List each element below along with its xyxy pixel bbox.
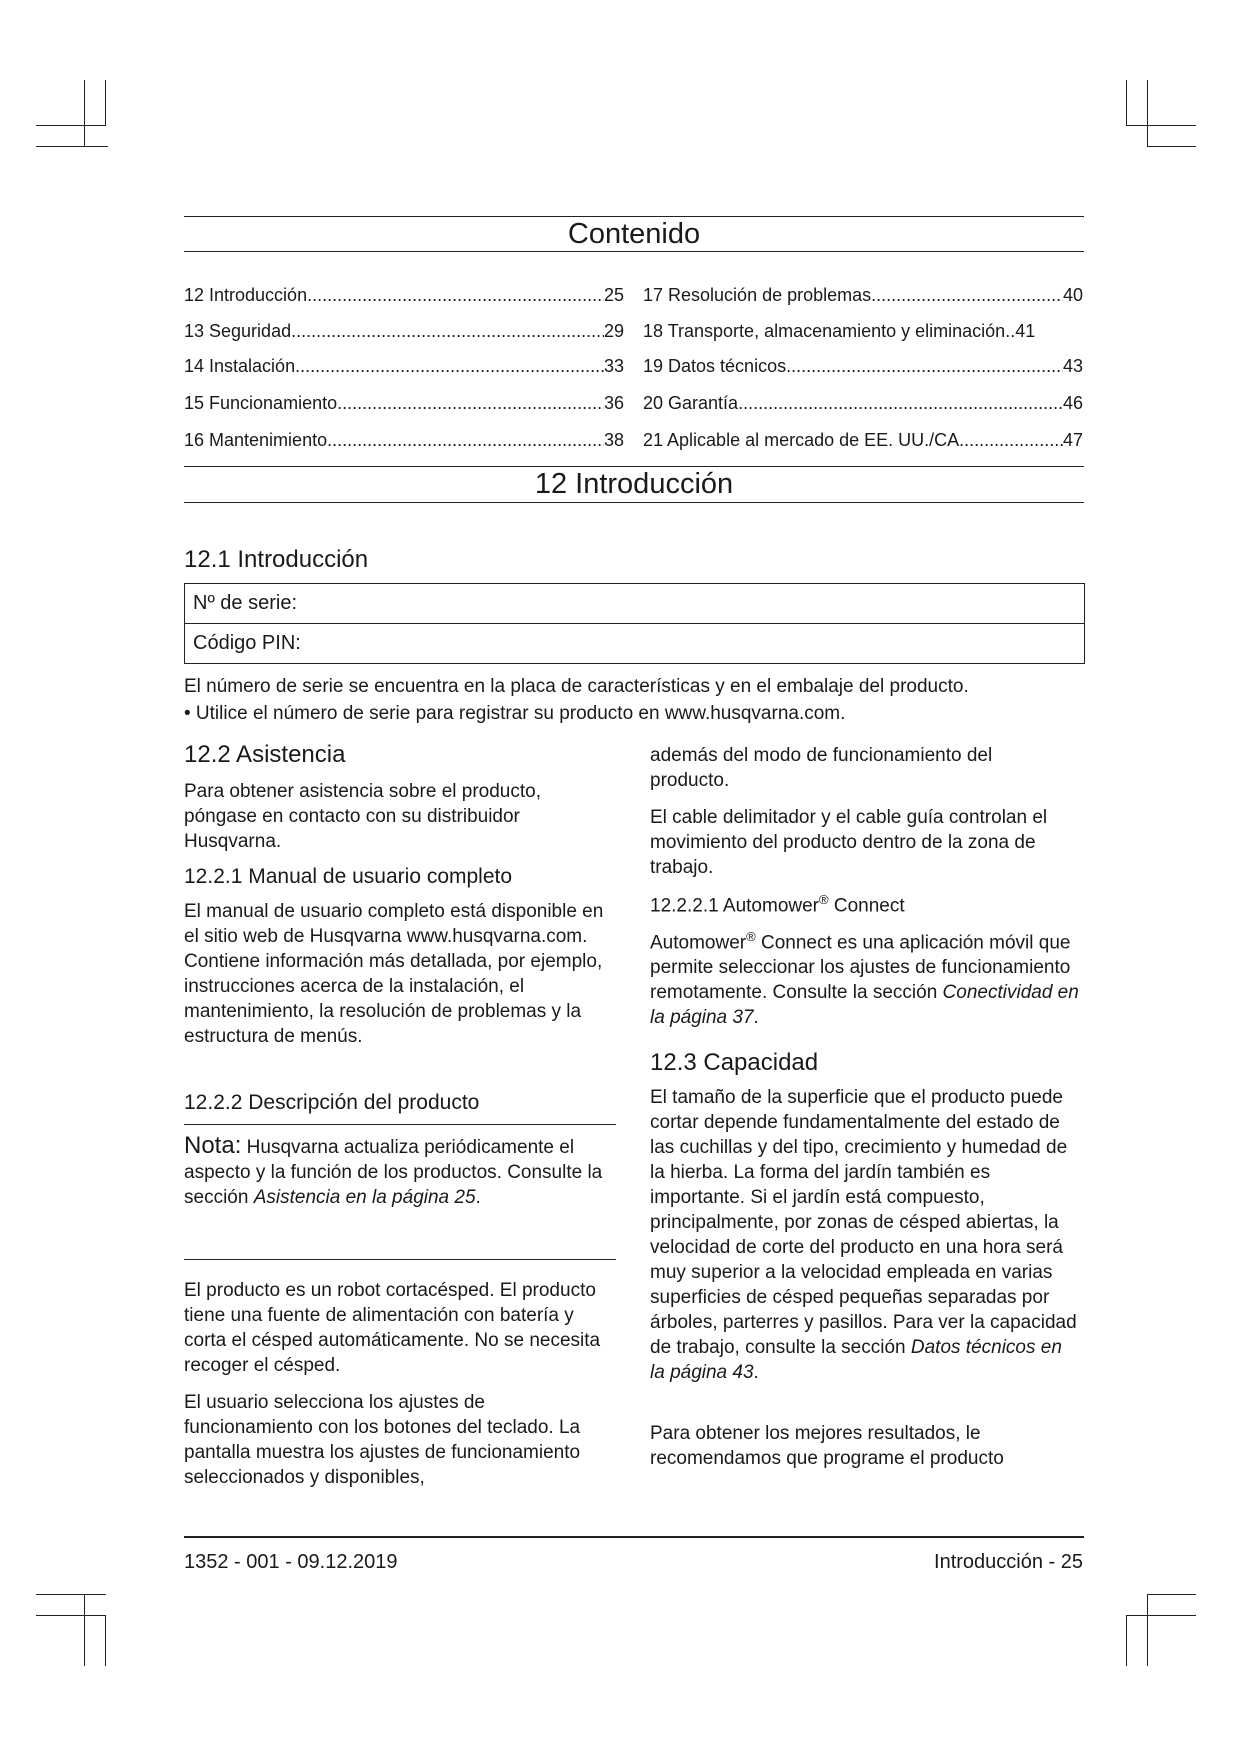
- toc-entry[interactable]: [184, 427, 624, 451]
- crop-mark-top-left: [36, 125, 106, 126]
- paragraph: [650, 924, 1080, 1030]
- toc-entry-page: 40: [1062, 285, 1083, 305]
- crop-mark-bottom-right: [1126, 1615, 1196, 1616]
- toc-entry-page: 43: [1062, 356, 1083, 376]
- page-footer-label: Introducción - 25: [934, 1551, 1083, 1573]
- toc-entry-label: 12 Introducción: [184, 285, 308, 305]
- toc-leader: [959, 430, 1063, 451]
- toc-entry[interactable]: [643, 353, 1083, 377]
- toc-entry-page: 46: [1062, 393, 1083, 413]
- toc-entry-page: 25: [603, 285, 624, 305]
- toc-entry[interactable]: [184, 282, 624, 306]
- crop-mark-bottom-right: [1147, 1594, 1196, 1595]
- toc-entry-page: 33: [603, 356, 624, 376]
- serial-pin-table: [184, 583, 1085, 664]
- crop-mark-top-right: [1126, 125, 1196, 126]
- note-end: .: [475, 1187, 481, 1208]
- paragraph: además del modo de funcionamiento del producto.: [650, 745, 993, 791]
- crop-mark-bottom-right: [1126, 1615, 1127, 1666]
- document-number: 1352 - 001 - 09.12.2019: [184, 1551, 398, 1573]
- paragraph: El cable delimitador y el cable guía controlan el movimiento del producto dentro de la zona de trabajo.: [650, 807, 1048, 878]
- note-text: Husqvarna actualiza periódicamente el aspecto y la función de los productos. Consulte la sección: [184, 1137, 603, 1208]
- toc-leader: [327, 430, 604, 451]
- toc-entry-page: ..41: [1005, 321, 1036, 341]
- subsection-heading: 12.2.2 Descripción del producto: [184, 1091, 480, 1114]
- subsection-heading: 12.2.1 Manual de usuario completo: [184, 865, 513, 888]
- cross-reference-link[interactable]: Datos técnicos en la página 43: [650, 1337, 1062, 1383]
- toc-leader: [291, 321, 604, 342]
- paragraph: [650, 1085, 1080, 1385]
- toc-entry-label: 16 Mantenimiento: [184, 430, 328, 450]
- crop-mark-top-right: [1147, 146, 1196, 147]
- section-heading: 12.2 Asistencia: [184, 741, 346, 768]
- registered-mark: ®: [746, 929, 756, 944]
- subsection-heading: [650, 892, 905, 917]
- paragraph: El número de serie se encuentra en la placa de características y en el embalaje del producto.: [184, 676, 969, 697]
- note-label: Nota:: [184, 1132, 242, 1159]
- toc-entry-label: 14 Instalación: [184, 356, 296, 376]
- divider: [184, 502, 1084, 503]
- toc-entry-label: 20 Garantía: [643, 393, 739, 413]
- divider: [184, 251, 1084, 252]
- toc-entry[interactable]: [643, 390, 1083, 414]
- toc-entry-page: 29: [603, 321, 624, 341]
- serial-number-field: Nº de serie:: [193, 592, 298, 614]
- toc-entry[interactable]: [643, 282, 1083, 306]
- heading-text-end: Connect: [828, 895, 905, 917]
- crop-mark-bottom-left: [36, 1615, 106, 1616]
- crop-mark-bottom-left: [36, 1594, 106, 1595]
- toc-entry[interactable]: [184, 353, 624, 377]
- contents-title: Contenido: [567, 218, 701, 250]
- toc-entry-label: 13 Seguridad: [184, 321, 292, 341]
- paragraph: El producto es un robot cortacésped. El producto tiene una fuente de alimentación con batería y corta el césped automáticamente. No se necesita recoger el césped.: [184, 1280, 601, 1376]
- crop-mark-bottom-right: [1147, 1594, 1148, 1666]
- text: Connect es una aplicación móvil que permite seleccionar los ajustes de funcionamiento remotamente. Consulte la sección: [650, 932, 1071, 1004]
- paragraph: El usuario selecciona los ajustes de funcionamiento con los botones del teclado. La pantalla muestra los ajustes de funcionamiento seleccionados y disponibles,: [184, 1392, 581, 1488]
- text-end: .: [753, 1007, 759, 1029]
- crop-mark-bottom-left: [84, 1594, 85, 1666]
- toc-leader: [738, 393, 1063, 414]
- toc-entry-label: 17 Resolución de problemas: [643, 285, 872, 305]
- text: Automower: [650, 932, 747, 954]
- crop-mark-top-left: [105, 80, 106, 125]
- pin-code-field: Código PIN:: [185, 623, 1084, 663]
- toc-entry[interactable]: [184, 318, 624, 342]
- note-top-divider: [184, 1124, 616, 1125]
- chapter-title: 12 Introducción: [534, 468, 734, 500]
- divider: [184, 216, 1084, 217]
- text: El tamaño de la superficie que el producto puede cortar depende fundamentalmente del estado de las cuchillas y del tipo, crecimiento y humedad de la hierba. La forma del jardín también es importante. Si el jardín está compuesto, principalmente, por zonas de césped abiertas, la velocidad de corte del producto en una hora será muy superior a la velocidad empleada en varias superficies de césped pequeñas separadas por árboles, parterres y pasillos. Para ver la capacidad de trabajo, consulte la sección: [650, 1087, 1077, 1358]
- crop-mark-bottom-left: [105, 1615, 106, 1666]
- paragraph: Para obtener los mejores resultados, le recomendamos que programe el producto: [650, 1423, 1004, 1469]
- cross-reference-link[interactable]: Asistencia en la página 25: [253, 1187, 476, 1208]
- toc-entry-page: 36: [603, 393, 624, 413]
- footer-divider: [184, 1536, 1084, 1538]
- paragraph: El manual de usuario completo está disponible en el sitio web de Husqvarna www.husqvarna.com. Contiene información más detallada, por ejemplo, instrucciones acerca de la instalación, el mantenimiento, la resolución de problemas y la estructura de menús.: [184, 901, 604, 1047]
- registered-mark: ®: [819, 892, 829, 907]
- toc-leader: [295, 356, 604, 377]
- toc-leader: [307, 285, 604, 306]
- crop-mark-top-left: [84, 80, 85, 146]
- heading-text: 12.2.2.1 Automower: [650, 895, 819, 917]
- paragraph: Para obtener asistencia sobre el producto, póngase en contacto con su distribuidor Husqvarna.: [184, 781, 541, 852]
- text-end: .: [753, 1362, 759, 1383]
- toc-leader: [871, 285, 1063, 306]
- crop-mark-top-right: [1126, 80, 1127, 125]
- crop-mark-top-left: [36, 146, 108, 147]
- toc-entry[interactable]: [643, 427, 1083, 451]
- toc-entry-label: 21 Aplicable al mercado de EE. UU./CA: [643, 430, 960, 450]
- toc-entry-page: 38: [603, 430, 624, 450]
- bullet-item: • Utilice el número de serie para registrar su producto en www.husqvarna.com.: [184, 703, 846, 724]
- toc-entry[interactable]: [184, 390, 624, 414]
- toc-entry-page: 47: [1062, 430, 1083, 450]
- note-bottom-divider: [184, 1259, 616, 1260]
- crop-mark-top-right: [1147, 80, 1148, 146]
- toc-leader: [786, 356, 1063, 377]
- toc-entry-label: 18 Transporte, almacenamiento y eliminación: [643, 321, 1006, 341]
- cross-reference-link[interactable]: Conectividad en la página 37: [650, 982, 1079, 1029]
- toc-entry[interactable]: [643, 318, 1083, 342]
- toc-entry-label: 15 Funcionamiento: [184, 393, 338, 413]
- note: [184, 1133, 614, 1210]
- section-heading: 12.3 Capacidad: [650, 1049, 819, 1076]
- toc-entry-label: 19 Datos técnicos: [643, 356, 787, 376]
- section-heading: 12.1 Introducción: [184, 546, 369, 573]
- divider: [184, 466, 1084, 467]
- toc-leader: [337, 393, 604, 414]
